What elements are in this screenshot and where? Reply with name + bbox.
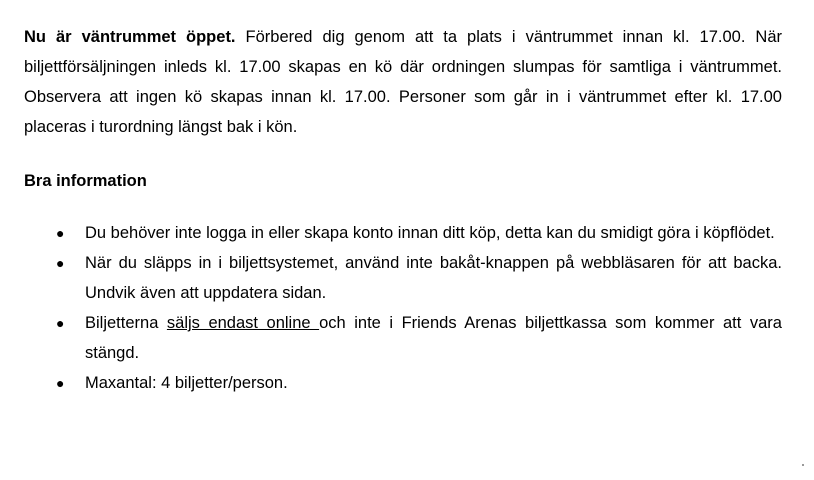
list-item-text: När du släpps in i biljettsystemet, använd inte bakåt-knappen på webbläsaren för att backa. Undvik även att uppdatera sidan. bbox=[85, 254, 782, 302]
intro-bold-lead: Nu är väntrummet öppet. bbox=[24, 28, 236, 46]
document-body bbox=[24, 22, 782, 398]
bullet-icon: ● bbox=[56, 375, 65, 391]
list-item bbox=[24, 308, 782, 368]
bullet-icon: ● bbox=[56, 315, 65, 331]
list-item bbox=[24, 368, 782, 398]
list-item-text-after: och inte i Friends Arenas biljettkassa som kommer att vara stängd. bbox=[85, 314, 782, 362]
online-sales-link[interactable]: säljs endast online bbox=[166, 314, 320, 332]
section-heading: Bra information bbox=[24, 172, 147, 190]
list-item-text-before: Biljetterna bbox=[85, 314, 167, 332]
info-list bbox=[24, 218, 782, 398]
corner-dot bbox=[802, 464, 804, 466]
list-item bbox=[24, 218, 782, 248]
intro-text: Förbered dig genom att ta plats i väntrummet innan kl. 17.00. När biljettförsäljningen inleds kl. 17.00 skapas en kö där ordningen slumpas för samtliga i väntrummet. Observera att ingen kö skapas innan kl. 17.00. Personer som går in i väntrummet efter kl. 17.00 placeras i turordning längst bak i kön. bbox=[24, 28, 783, 136]
list-item-text: Maxantal: 4 biljetter/person. bbox=[85, 374, 288, 392]
intro-paragraph bbox=[24, 22, 782, 142]
bullet-icon: ● bbox=[56, 225, 65, 241]
list-item-text: Du behöver inte logga in eller skapa konto innan ditt köp, detta kan du smidigt göra i köpflödet. bbox=[85, 224, 775, 242]
list-item bbox=[24, 248, 782, 308]
bullet-icon: ● bbox=[56, 255, 65, 271]
